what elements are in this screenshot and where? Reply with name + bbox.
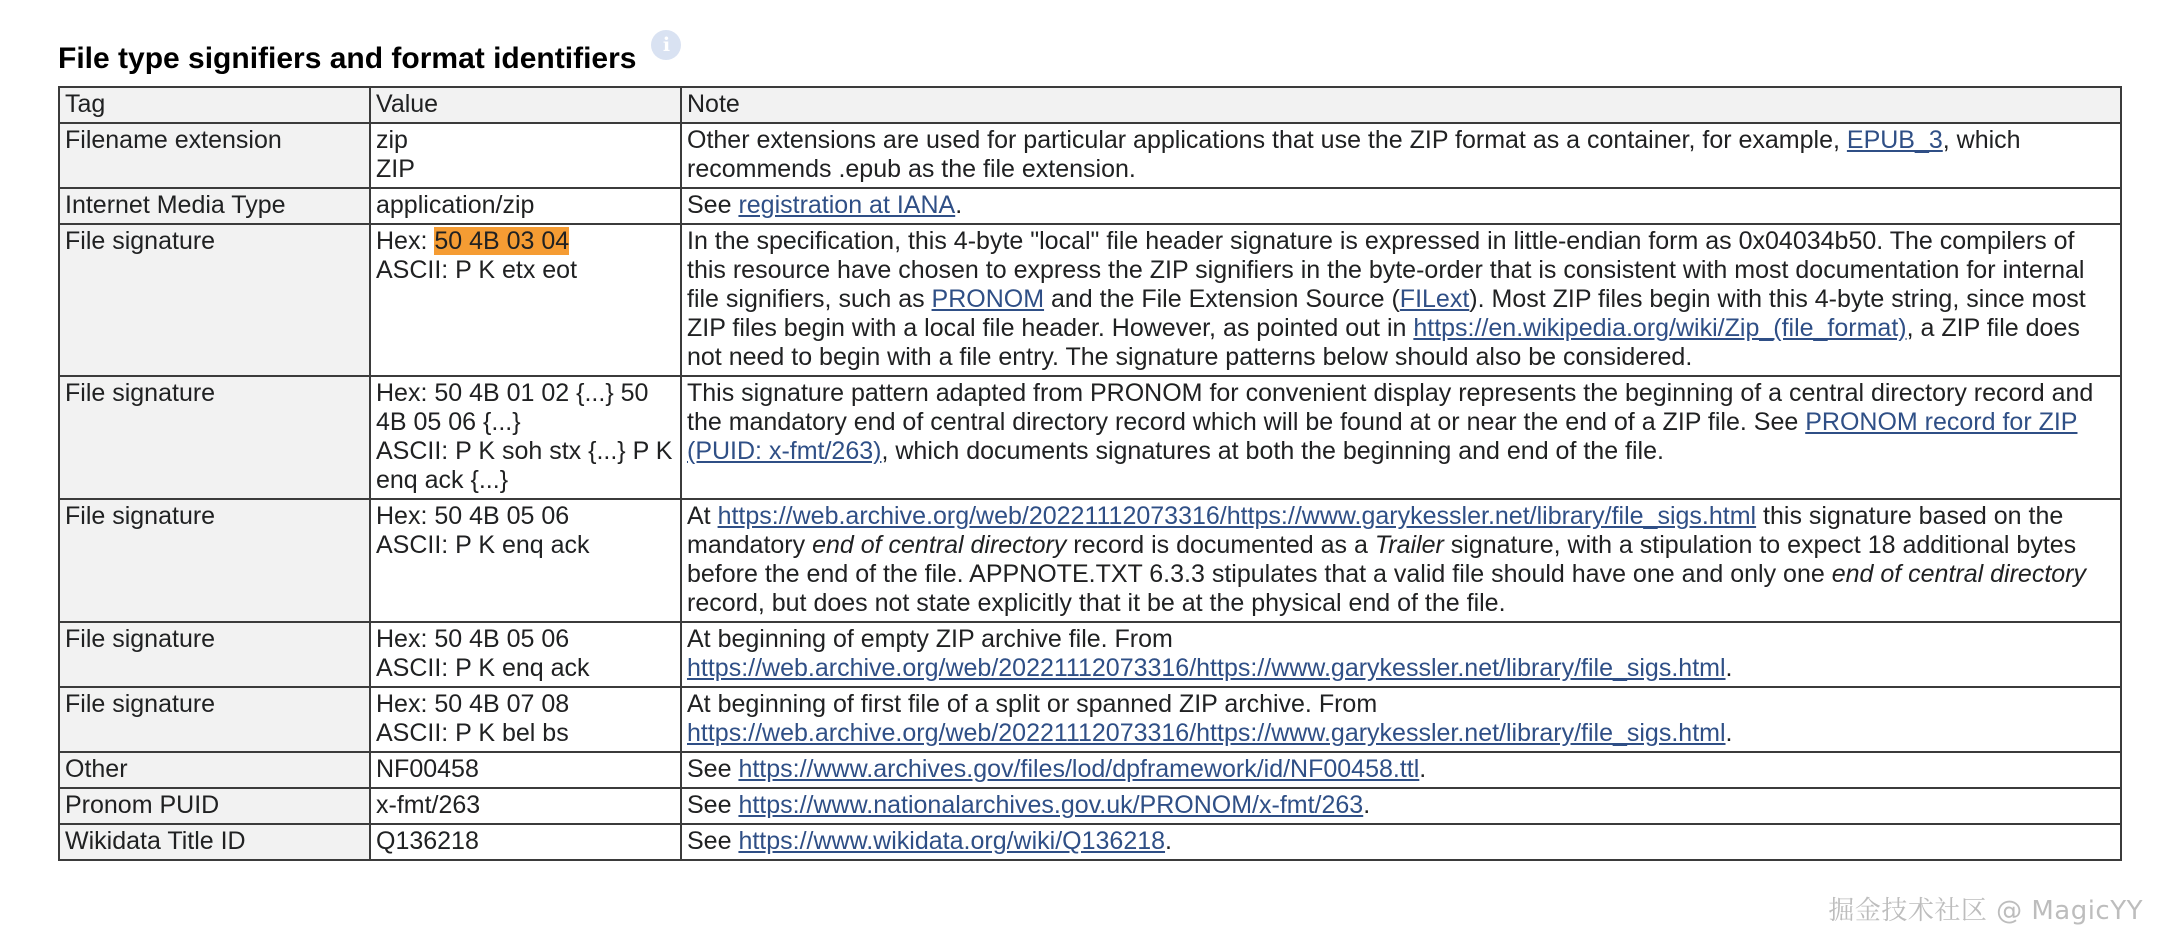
note-cell <box>681 788 2121 824</box>
note-cell <box>681 376 2121 499</box>
table-row <box>59 622 2121 687</box>
note-text: signature, with a stipulation to expect 18 additional bytes before the end of the file. APPNOTE.TXT 6.3.3 stipulates that a valid file should have one and only one <box>687 531 2077 588</box>
note-cell <box>681 622 2121 687</box>
value-cell <box>370 687 681 752</box>
table-row <box>59 752 2121 788</box>
value-cell <box>370 824 681 860</box>
note-text: See <box>687 827 739 855</box>
value-line: Hex: 50 4B 05 06 <box>376 502 570 530</box>
tag-cell: Other <box>59 752 370 788</box>
note-emphasis: Trailer <box>1374 531 1444 559</box>
note-link-pronom-record[interactable]: PRONOM record for ZIP (PUID: x-fmt/263) <box>687 408 2078 465</box>
tag-cell: File signature <box>59 499 370 622</box>
value-cell <box>370 224 681 376</box>
tag-cell: File signature <box>59 376 370 499</box>
value-cell <box>370 499 681 622</box>
note-cell <box>681 123 2121 188</box>
note-text: See <box>687 191 739 219</box>
note-cell <box>681 687 2121 752</box>
note-text: and the File Extension Source ( <box>1044 285 1400 313</box>
note-cell <box>681 188 2121 224</box>
note-link-garykessler[interactable]: https://web.archive.org/web/20221112073316/https://www.garykessler.net/library/file_sigs.html <box>717 502 1757 530</box>
value-line: ASCII: P K soh stx {...} P K enq ack {...} <box>376 437 673 494</box>
value-line: Hex: 50 4B 01 02 {...} 50 4B 05 06 {...} <box>376 379 649 436</box>
note-cell <box>681 224 2121 376</box>
value-line: Hex: 50 4B 07 08 <box>376 690 570 718</box>
tag-cell: Wikidata Title ID <box>59 824 370 860</box>
note-text: This signature pattern adapted from PRONOM for convenient display represents the beginning of a central directory record and the mandatory end of central directory record which will be found at or near the end of a ZIP file. See <box>687 379 2094 436</box>
value-line: zip <box>376 126 408 154</box>
note-link-archives-gov[interactable]: https://www.archives.gov/files/lod/dpframework/id/NF00458.ttl <box>738 755 1420 783</box>
section-title: File type signifiers and format identifiers <box>58 42 637 75</box>
header-value: Value <box>370 87 681 123</box>
note-text: At beginning of first file of a split or spanned ZIP archive. From <box>687 690 1378 718</box>
tag-cell: File signature <box>59 224 370 376</box>
table-row <box>59 224 2121 376</box>
header-note: Note <box>681 87 2121 123</box>
note-text: . <box>1363 791 1371 819</box>
table-row <box>59 376 2121 499</box>
value-line: NF00458 <box>376 755 479 783</box>
note-link-garykessler[interactable]: https://web.archive.org/web/20221112073316/https://www.garykessler.net/library/file_sigs.html <box>687 654 1726 682</box>
note-link-garykessler[interactable]: https://web.archive.org/web/20221112073316/https://www.garykessler.net/library/file_sigs.html <box>687 719 1726 747</box>
tag-cell: Internet Media Type <box>59 188 370 224</box>
table-row <box>59 687 2121 752</box>
note-link-nationalarchives[interactable]: https://www.nationalarchives.gov.uk/PRONOM/x-fmt/263 <box>738 791 1364 819</box>
note-text: In the specification, this 4-byte "local" file header signature is expressed in little-endian form as 0x04034b50. The compilers of this resource have chosen to express the ZIP signifiers in the byte-order that is consistent with most documentation for internal file signifiers, such as <box>687 227 2085 313</box>
tag-cell: File signature <box>59 687 370 752</box>
note-link-filext[interactable]: FILext <box>1399 285 1470 313</box>
highlighted-hex: 50 4B 03 04 <box>434 227 570 255</box>
note-text: At <box>687 502 718 530</box>
note-text: At beginning of empty ZIP archive file. From <box>687 625 1173 653</box>
section-heading <box>58 30 681 74</box>
note-text: ). Most ZIP files begin with this 4-byte string, since most ZIP files begin with a local file header. However, as pointed out in <box>687 285 2086 342</box>
tag-cell: Pronom PUID <box>59 788 370 824</box>
value-cell <box>370 123 681 188</box>
hex-prefix: Hex: <box>376 227 435 255</box>
note-text: . <box>1725 654 1733 682</box>
header-tag: Tag <box>59 87 370 123</box>
table-row <box>59 188 2121 224</box>
note-link-epub3[interactable]: EPUB_3 <box>1846 126 1943 154</box>
value-line: ASCII: P K etx eot <box>376 256 578 284</box>
value-line: ASCII: P K enq ack <box>376 654 590 682</box>
signifiers-table <box>58 86 2122 861</box>
note-text: Other extensions are used for particular applications that use the ZIP format as a container, for example, <box>687 126 1847 154</box>
note-link-wikipedia-zip[interactable]: https://en.wikipedia.org/wiki/Zip_(file_format) <box>1413 314 1907 342</box>
note-link-iana[interactable]: registration at IANA <box>738 191 956 219</box>
value-cell <box>370 622 681 687</box>
note-text: this signature based on the mandatory <box>687 502 2064 559</box>
table-row <box>59 788 2121 824</box>
note-text: . <box>1419 755 1427 783</box>
note-link-pronom[interactable]: PRONOM <box>931 285 1045 313</box>
table-row <box>59 499 2121 622</box>
value-line: x-fmt/263 <box>376 791 481 819</box>
info-icon[interactable]: i <box>651 30 681 60</box>
note-text: , which recommends .epub as the file extension. <box>687 126 2021 183</box>
note-cell <box>681 499 2121 622</box>
note-emphasis: end of central directory <box>812 531 1067 559</box>
note-text: record is documented as a <box>1066 531 1375 559</box>
value-line: ASCII: P K enq ack <box>376 531 590 559</box>
value-cell <box>370 788 681 824</box>
table-row <box>59 824 2121 860</box>
value-cell <box>370 752 681 788</box>
note-emphasis: end of central directory <box>1831 560 2086 588</box>
value-line <box>376 227 675 256</box>
value-cell <box>370 376 681 499</box>
note-text: , which documents signatures at both the beginning and end of the file. <box>881 437 1664 465</box>
note-text: . <box>1165 827 1172 855</box>
note-text: See <box>687 755 739 783</box>
value-line: application/zip <box>376 191 535 219</box>
watermark: 掘金技术社区 @ MagicYY <box>1828 896 2143 926</box>
value-line: ZIP <box>376 155 415 183</box>
tag-cell: File signature <box>59 622 370 687</box>
note-text: See <box>687 791 739 819</box>
note-text: record, but does not state explicitly that it be at the physical end of the file. <box>687 589 1506 617</box>
value-cell <box>370 188 681 224</box>
note-text: . <box>1725 719 1733 747</box>
note-text: . <box>955 191 963 219</box>
note-link-wikidata[interactable]: https://www.wikidata.org/wiki/Q136218 <box>738 827 1166 855</box>
table-row <box>59 123 2121 188</box>
value-line: Hex: 50 4B 05 06 <box>376 625 570 653</box>
value-line: ASCII: P K bel bs <box>376 719 569 747</box>
table-header-row <box>59 87 2121 123</box>
tag-cell: Filename extension <box>59 123 370 188</box>
value-line: Q136218 <box>376 827 479 855</box>
note-cell <box>681 824 2121 860</box>
note-cell <box>681 752 2121 788</box>
note-text: , a ZIP file does not need to begin with a file entry. The signature patterns below should also be considered. <box>687 314 2080 371</box>
